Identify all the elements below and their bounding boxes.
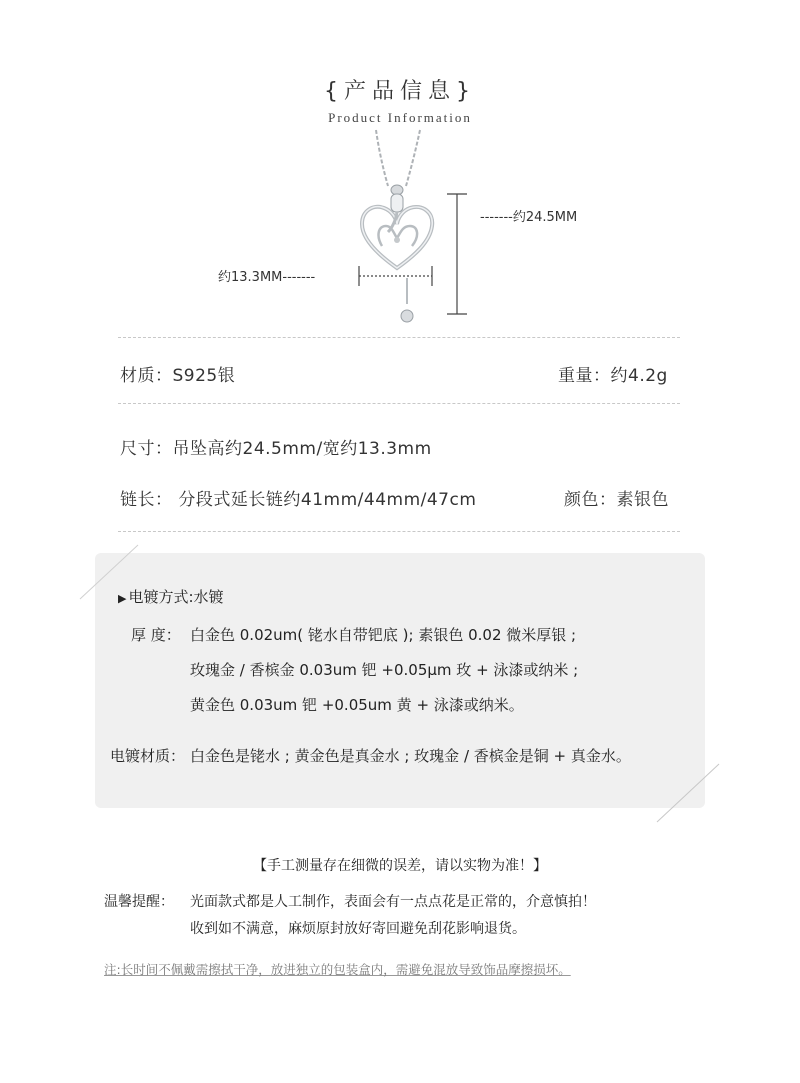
divider: [118, 531, 680, 532]
thickness-line: 黄金色 0.03um 钯 +0.05um 黄 + 泳漆或纳米。: [190, 696, 524, 714]
divider: [118, 337, 680, 338]
thickness-line: 玫瑰金 / 香槟金 0.03um 钯 +0.05μm 玫 + 泳漆或纳米 ;: [190, 661, 579, 679]
page-subtitle: Product Information: [328, 110, 472, 125]
page-title: {产品信息}: [324, 79, 476, 104]
tip-line: 收到如不满意，麻烦原封放好寄回避免刮花影响退货。: [190, 921, 526, 937]
chain-length-spec: 链长： 分段式延长链约41mm/44mm/47cm: [120, 490, 477, 510]
weight-spec: 重量：约4.2g: [558, 366, 668, 386]
decorative-diagonal-line: [655, 762, 721, 824]
tip-line: 光面款式都是人工制作，表面会有一点点花是正常的，介意慎拍！: [190, 894, 596, 910]
color-spec: 颜色：素银色: [564, 490, 669, 510]
material-spec: 材质：S925银: [120, 366, 236, 386]
divider: [118, 403, 680, 404]
chain-icon: [376, 130, 420, 186]
care-footnote: 注:长时间不佩戴需擦拭干净，放进独立的包装盒内，需避免混放导致饰品摩擦损坏。: [104, 962, 571, 977]
plating-method: ▶ 电镀方式:水镀: [118, 588, 224, 606]
height-dimension-bracket: [444, 192, 474, 318]
plating-material-text: 白金色是铑水 ; 黄金色是真金水 ; 玫瑰金 / 香槟金是铜 + 真金水。: [190, 747, 631, 765]
plating-material-label: 电镀材质：: [110, 747, 186, 765]
tip-label: 温馨提醒：: [104, 894, 174, 910]
width-dimension-bracket: [356, 264, 436, 288]
width-dimension-label: 约13.3MM-------: [218, 270, 316, 285]
thickness-label: 厚 度：: [131, 626, 181, 644]
thickness-line: 白金色 0.02um( 铑水自带钯底 ); 素银色 0.02 微米厚银 ;: [190, 626, 577, 644]
size-spec: 尺寸：吊坠高约24.5mm/宽约13.3mm: [120, 439, 432, 459]
height-dimension-label: -------约24.5MM: [480, 210, 578, 225]
triangle-bullet-icon: ▶: [118, 592, 127, 605]
measurement-notice: 【手工测量存在细微的误差，请以实物为准！】: [253, 858, 547, 874]
